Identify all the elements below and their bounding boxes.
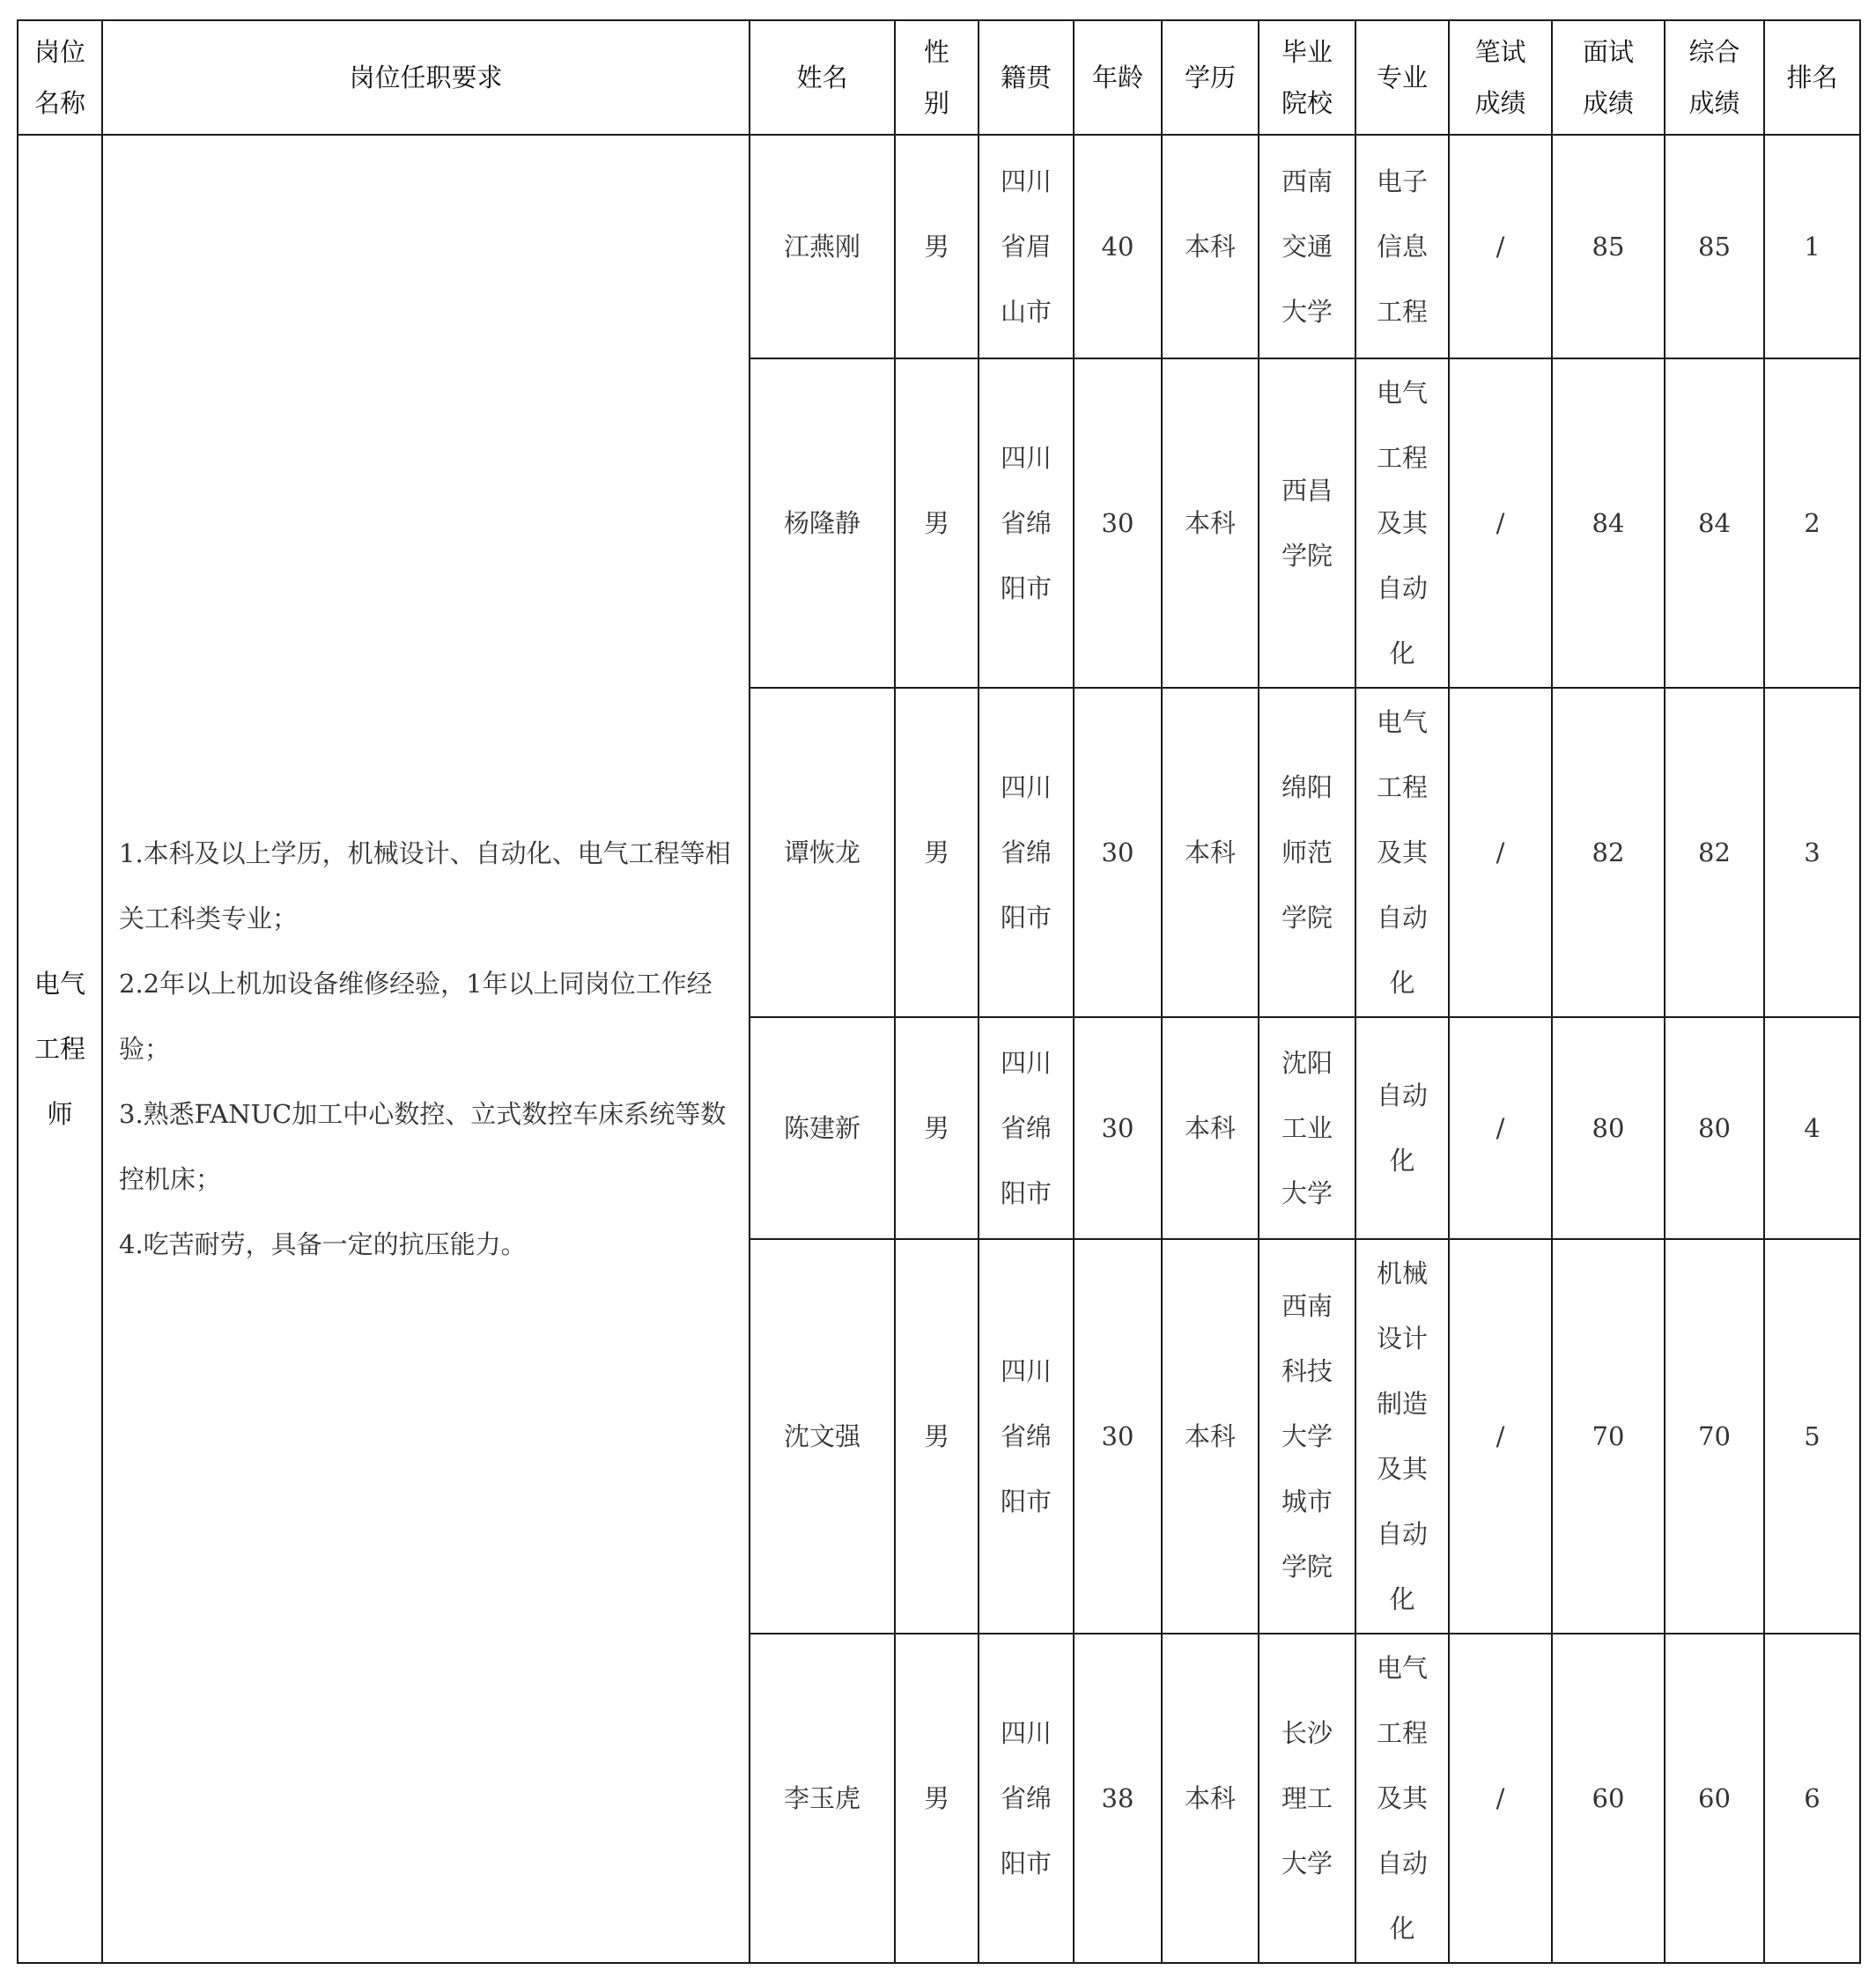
cell-line: 城市 [1281, 1487, 1333, 1516]
cell-line: 综合 [1688, 37, 1740, 67]
major-cell [1355, 1239, 1449, 1634]
cell-line: 制造 [1376, 1389, 1428, 1419]
cell-line: 工业 [1281, 1113, 1333, 1143]
gender-cell: 男 [895, 135, 979, 358]
header-written-score [1449, 20, 1552, 135]
major-cell [1355, 1017, 1449, 1239]
gender-cell: 男 [895, 1239, 979, 1634]
education-cell: 本科 [1162, 1634, 1259, 1963]
table-body [18, 135, 1860, 1963]
interview-score-cell: 82 [1552, 688, 1665, 1017]
cell-line: 及其 [1376, 508, 1428, 538]
table-row [18, 135, 1860, 358]
header-origin [979, 20, 1074, 135]
cell-line: 化 [1389, 638, 1415, 668]
candidate-name-cell: 江燕刚 [750, 135, 895, 358]
header-rank [1764, 20, 1860, 135]
gender-cell: 男 [895, 1017, 979, 1239]
cell-line: 西南 [1281, 166, 1333, 196]
total-score-cell: 60 [1665, 1634, 1764, 1963]
cell-line: 笔试 [1474, 37, 1526, 67]
cell-line: 工程 [1376, 1718, 1428, 1748]
header-total-score [1665, 20, 1764, 135]
age-cell: 30 [1074, 1239, 1162, 1634]
cell-line: 电气 [1376, 1653, 1428, 1683]
cell-line: 成绩 [1474, 88, 1526, 118]
cell-line: 省绵 [1000, 1783, 1052, 1813]
header-row [18, 20, 1860, 135]
cell-line: 自动 [1376, 1519, 1428, 1549]
header-education [1162, 20, 1259, 135]
school-cell [1259, 358, 1355, 688]
education-cell: 本科 [1162, 1017, 1259, 1239]
written-score-cell: / [1449, 688, 1552, 1017]
cell-line: 大学 [1281, 1421, 1333, 1451]
interview-score-cell: 60 [1552, 1634, 1665, 1963]
cell-line: 岗位任职要求 [349, 63, 503, 92]
age-cell: 30 [1074, 1017, 1162, 1239]
rank-cell: 3 [1764, 688, 1860, 1017]
cell-line: 大学 [1281, 1848, 1333, 1878]
cell-line: 化 [1389, 1146, 1415, 1176]
origin-cell [979, 358, 1074, 688]
rank-cell: 4 [1764, 1017, 1860, 1239]
origin-cell [979, 1634, 1074, 1963]
cell-line: 阳市 [1000, 1178, 1052, 1208]
rank-cell: 6 [1764, 1634, 1860, 1963]
major-cell [1355, 135, 1449, 358]
cell-line: 师 [47, 1099, 73, 1129]
cell-line: 四川 [1000, 1356, 1052, 1386]
cell-line: 工程 [33, 1034, 85, 1064]
cell-line: 面试 [1582, 37, 1634, 67]
school-cell [1259, 1634, 1355, 1963]
cell-line: 机械 [1376, 1258, 1428, 1288]
header-position [18, 20, 102, 135]
cell-line: 西昌 [1281, 476, 1333, 505]
major-cell [1355, 1634, 1449, 1963]
cell-line: 化 [1389, 1584, 1415, 1614]
cell-line: 交通 [1281, 232, 1333, 262]
total-score-cell: 82 [1665, 688, 1764, 1017]
header-name [750, 20, 895, 135]
cell-line: 四川 [1000, 166, 1052, 196]
cell-line: 别 [923, 88, 949, 118]
school-cell [1259, 1239, 1355, 1634]
cell-line: 成绩 [1688, 88, 1740, 118]
cell-line: 工程 [1376, 297, 1428, 327]
cell-line: 自动 [1376, 1848, 1428, 1878]
cell-line: 长沙 [1281, 1718, 1333, 1748]
gender-cell: 男 [895, 358, 979, 688]
rank-cell: 1 [1764, 135, 1860, 358]
total-score-cell: 80 [1665, 1017, 1764, 1239]
header-gender [895, 20, 979, 135]
education-cell: 本科 [1162, 135, 1259, 358]
origin-cell [979, 688, 1074, 1017]
age-cell: 30 [1074, 358, 1162, 688]
cell-line: 学院 [1281, 1552, 1333, 1582]
cell-line: 自动 [1376, 903, 1428, 933]
age-cell: 38 [1074, 1634, 1162, 1963]
cell-line: 西南 [1281, 1291, 1333, 1321]
major-cell [1355, 358, 1449, 688]
cell-line: 四川 [1000, 1718, 1052, 1748]
candidate-table [17, 19, 1861, 1964]
cell-line: 工程 [1376, 443, 1428, 473]
cell-line: 大学 [1281, 1178, 1333, 1208]
header-school [1259, 20, 1355, 135]
school-cell [1259, 1017, 1355, 1239]
origin-cell [979, 135, 1074, 358]
cell-line: 阳市 [1000, 1487, 1052, 1516]
interview-score-cell: 84 [1552, 358, 1665, 688]
cell-line: 岗位 [33, 37, 85, 67]
cell-line: 师范 [1281, 837, 1333, 867]
cell-line: 毕业 [1281, 37, 1333, 67]
cell-line: 化 [1389, 1914, 1415, 1944]
cell-line: 自动 [1376, 1081, 1428, 1110]
cell-line: 成绩 [1582, 88, 1634, 118]
cell-line: 电子 [1376, 166, 1428, 196]
cell-line: 信息 [1376, 232, 1428, 262]
school-cell [1259, 688, 1355, 1017]
requirements-cell [102, 135, 750, 1963]
requirement-item: 1.本科及以上学历，机械设计、自动化、电气工程等相关工科类专业； [119, 838, 731, 933]
cell-line: 电气 [1376, 378, 1428, 408]
cell-line: 专业 [1376, 63, 1428, 92]
header-major [1355, 20, 1449, 135]
cell-line: 绵阳 [1281, 772, 1333, 802]
cell-line: 学院 [1281, 903, 1333, 933]
cell-line: 排名 [1786, 63, 1838, 92]
school-cell [1259, 135, 1355, 358]
written-score-cell: / [1449, 358, 1552, 688]
cell-line: 阳市 [1000, 573, 1052, 603]
requirement-item: 3.熟悉FANUC加工中心数控、立式数控车床系统等数控机床； [119, 1099, 727, 1194]
written-score-cell: / [1449, 1239, 1552, 1634]
gender-cell: 男 [895, 688, 979, 1017]
rank-cell: 5 [1764, 1239, 1860, 1634]
position-cell [18, 135, 102, 1963]
header-interview-score [1552, 20, 1665, 135]
candidate-name-cell: 谭恢龙 [750, 688, 895, 1017]
candidate-name-cell: 杨隆静 [750, 358, 895, 688]
header-requirements [102, 20, 750, 135]
interview-score-cell: 85 [1552, 135, 1665, 358]
cell-line: 籍贯 [1000, 63, 1052, 92]
education-cell: 本科 [1162, 1239, 1259, 1634]
total-score-cell: 84 [1665, 358, 1764, 688]
cell-line: 大学 [1281, 297, 1333, 327]
cell-line: 及其 [1376, 1454, 1428, 1484]
cell-line: 工程 [1376, 772, 1428, 802]
cell-line: 自动 [1376, 573, 1428, 603]
cell-line: 电气 [33, 969, 85, 999]
written-score-cell: / [1449, 135, 1552, 358]
written-score-cell: / [1449, 1017, 1552, 1239]
cell-line: 省绵 [1000, 837, 1052, 867]
cell-line: 院校 [1281, 88, 1333, 118]
cell-line: 名称 [33, 88, 85, 118]
cell-line: 山市 [1000, 297, 1052, 327]
cell-line: 电气 [1376, 707, 1428, 737]
rank-cell: 2 [1764, 358, 1860, 688]
cell-line: 及其 [1376, 1783, 1428, 1813]
candidate-name-cell: 沈文强 [750, 1239, 895, 1634]
education-cell: 本科 [1162, 688, 1259, 1017]
cell-line: 理工 [1281, 1783, 1333, 1813]
written-score-cell: / [1449, 1634, 1552, 1963]
header-age [1074, 20, 1162, 135]
total-score-cell: 70 [1665, 1239, 1764, 1634]
gender-cell: 男 [895, 1634, 979, 1963]
requirement-item: 2.2年以上机加设备维修经验，1年以上同岗位工作经验； [119, 969, 713, 1064]
major-cell [1355, 688, 1449, 1017]
origin-cell [979, 1239, 1074, 1634]
cell-line: 沈阳 [1281, 1048, 1333, 1078]
cell-line: 学院 [1281, 541, 1333, 571]
origin-cell [979, 1017, 1074, 1239]
cell-line: 四川 [1000, 772, 1052, 802]
age-cell: 30 [1074, 688, 1162, 1017]
cell-line: 及其 [1376, 837, 1428, 867]
education-cell: 本科 [1162, 358, 1259, 688]
cell-line: 四川 [1000, 1048, 1052, 1078]
cell-line: 省绵 [1000, 508, 1052, 538]
cell-line: 省绵 [1000, 1113, 1052, 1143]
candidate-name-cell: 陈建新 [750, 1017, 895, 1239]
cell-line: 化 [1389, 968, 1415, 998]
cell-line: 性 [923, 37, 949, 67]
cell-line: 年龄 [1091, 63, 1143, 92]
cell-line: 阳市 [1000, 903, 1052, 933]
cell-line: 阳市 [1000, 1848, 1052, 1878]
cell-line: 省眉 [1000, 232, 1052, 262]
cell-line: 四川 [1000, 443, 1052, 473]
cell-line: 省绵 [1000, 1421, 1052, 1451]
cell-line: 姓名 [796, 63, 848, 92]
candidate-name-cell: 李玉虎 [750, 1634, 895, 1963]
cell-line: 设计 [1376, 1324, 1428, 1354]
age-cell: 40 [1074, 135, 1162, 358]
total-score-cell: 85 [1665, 135, 1764, 358]
interview-score-cell: 80 [1552, 1017, 1665, 1239]
cell-line: 科技 [1281, 1356, 1333, 1386]
cell-line: 学历 [1184, 63, 1236, 92]
interview-score-cell: 70 [1552, 1239, 1665, 1634]
requirement-item: 4.吃苦耐劳，具备一定的抗压能力。 [119, 1229, 527, 1259]
